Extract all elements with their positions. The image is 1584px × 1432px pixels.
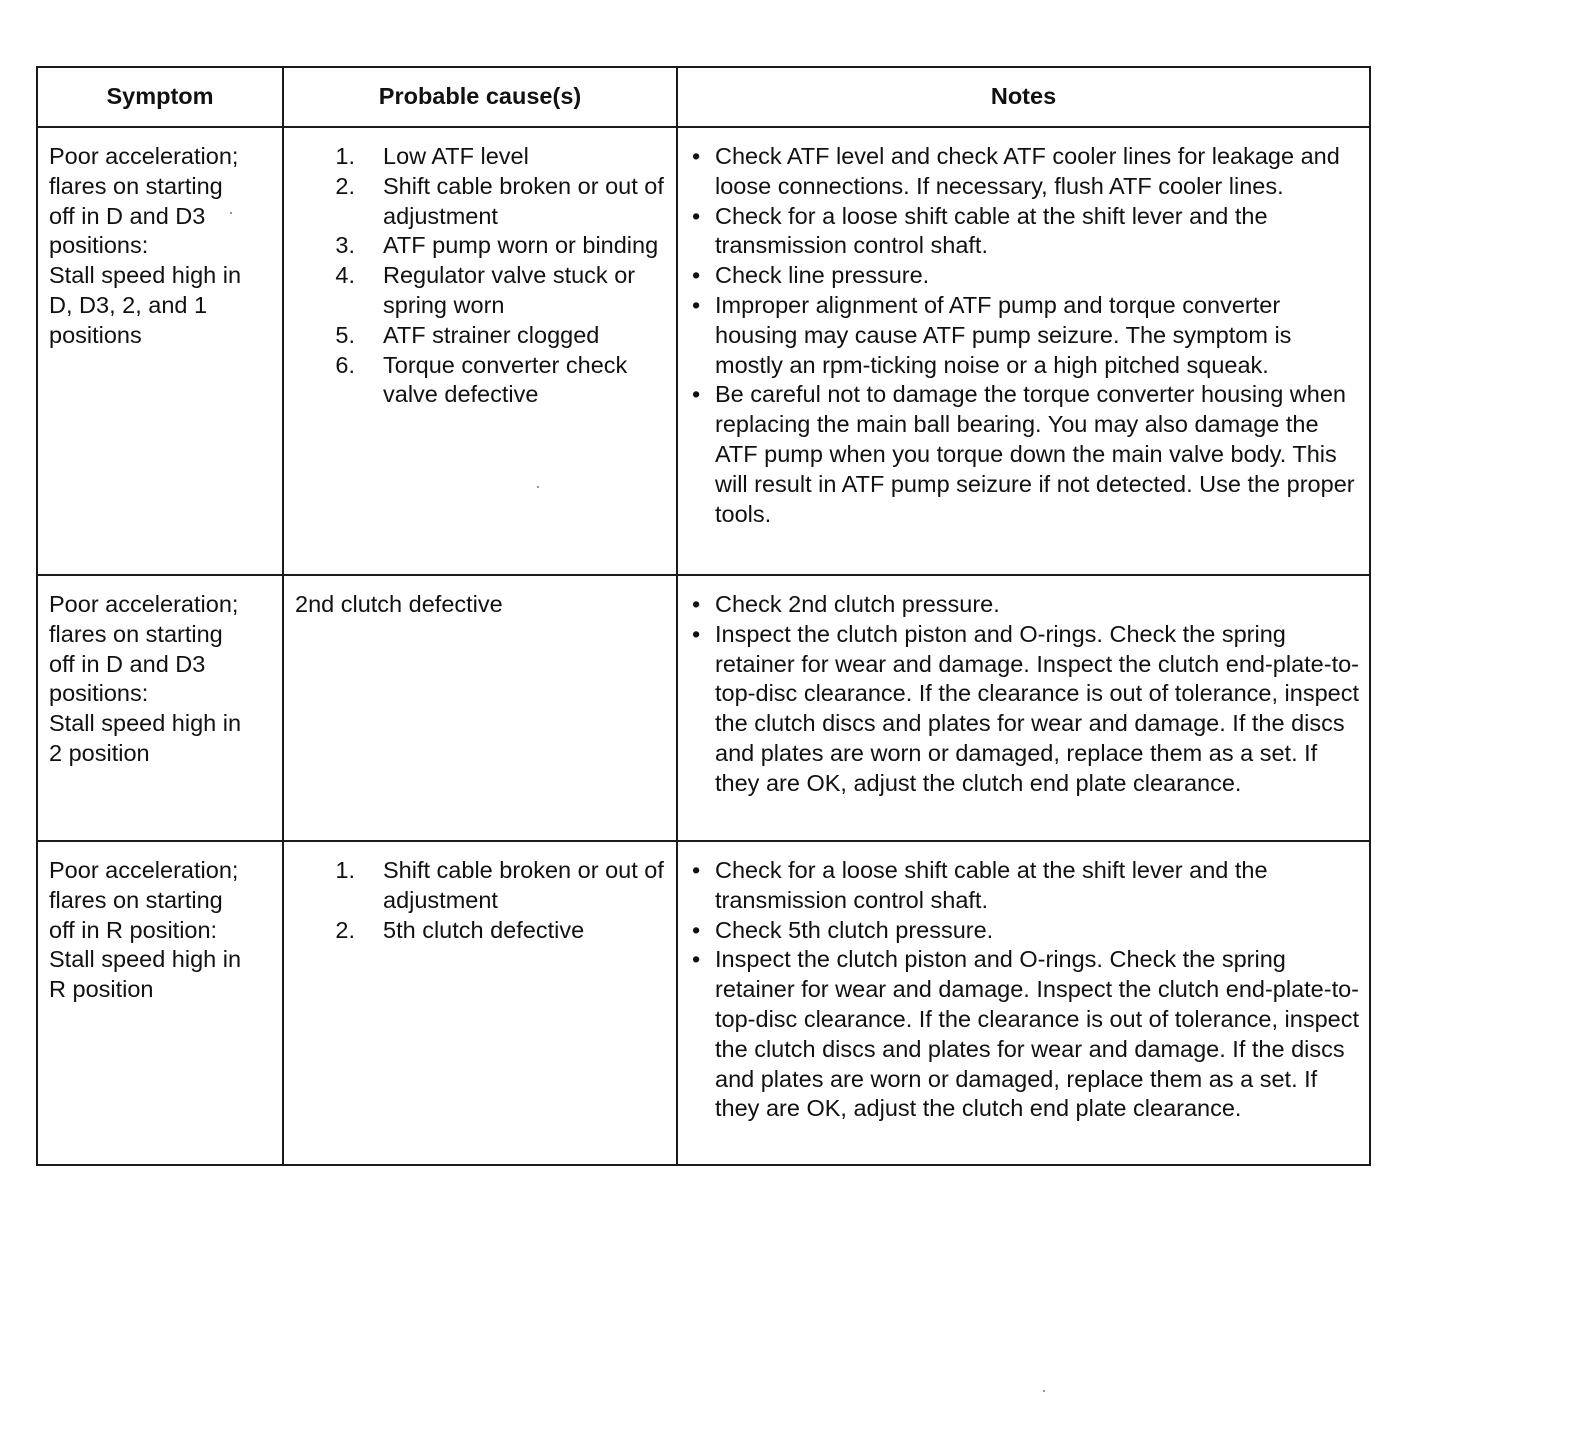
note-item [689, 620, 1359, 799]
symptom-line: flares on starting [49, 620, 223, 647]
note-item [689, 291, 1359, 380]
bullet-icon: • [692, 857, 701, 883]
notes-cell [677, 127, 1370, 575]
cause-item [325, 261, 666, 321]
symptom-line: D, D3, 2, and 1 [49, 291, 208, 318]
cause-item [325, 231, 666, 261]
cause-text: Shift cable broken or out of adjustment [383, 172, 664, 229]
troubleshooting-table [36, 66, 1371, 1166]
cause-text: Regulator valve stuck or spring worn [383, 262, 636, 318]
cause-item [325, 142, 666, 172]
symptom-line: R position [49, 976, 154, 1003]
note-item [689, 261, 1359, 291]
causes-cell [283, 575, 677, 841]
cause-number: 2. [335, 172, 355, 199]
cause-text: ATF pump worn or binding [383, 232, 659, 259]
symptom-line: positions: [49, 680, 149, 707]
symptom-line: off in D and D3 [49, 202, 206, 229]
cause-text: 5th clutch defective [383, 916, 585, 943]
cause-number: 4. [335, 262, 355, 289]
cause-number: 2. [335, 916, 355, 943]
header-row [37, 67, 1370, 127]
symptom-line: positions: [49, 232, 149, 259]
note-item [689, 590, 1359, 620]
note-item [689, 380, 1359, 529]
note-text: Check line pressure. [715, 262, 930, 289]
cause-text: Low ATF level [383, 143, 529, 169]
cause-item [325, 321, 666, 351]
symptom-line: Poor acceleration; [49, 591, 239, 617]
notes-list [689, 142, 1359, 529]
note-text: Inspect the clutch piston and O-rings. Check the spring retainer for wear and damage. Inspect the clutch end-plate-to-top-disc clearance. If the clearance is out of tolerance, inspect the clutch discs and plates for wear and damage. If the discs and plates are worn or damaged, replace them as a set. If they are OK, adjust the clutch end plate clearance. [715, 620, 1360, 796]
note-text: Be careful not to damage the torque converter housing when replacing the main ball bearing. You may also damage the ATF pump when you torque down the main valve body. This will result in ATF pump seizure if not detected. Use the proper tools. [715, 381, 1355, 527]
scan-speck [1043, 1390, 1045, 1392]
bullet-icon: • [692, 591, 701, 617]
note-item [689, 916, 1359, 946]
notes-cell [677, 575, 1370, 841]
symptom-line: Stall speed high in [49, 946, 242, 973]
cause-number: 5. [335, 321, 355, 348]
bullet-icon: • [692, 202, 701, 229]
symptom-line: Stall speed high in [49, 262, 242, 289]
note-text: Check 5th clutch pressure. [715, 916, 994, 943]
symptom-line: Stall speed high in [49, 710, 242, 737]
note-text: Inspect the clutch piston and O-rings. Check the spring retainer for wear and damage. Inspect the clutch end-plate-to-top-disc clearance. If the clearance is out of tolerance, inspect the clutch discs and plates for wear and damage. If the discs and plates are worn or damaged, replace them as a set. If they are OK, adjust the clutch end plate clearance. [715, 946, 1360, 1122]
symptom-line: off in R position: [49, 916, 218, 943]
bullet-icon: • [692, 143, 701, 169]
header-symptom: Symptom [37, 67, 283, 127]
symptom-cell [37, 127, 283, 575]
cause-item [325, 856, 666, 916]
symptom-line: Poor acceleration; [49, 857, 239, 883]
cause-number: 1. [335, 857, 355, 883]
notes-cell [677, 841, 1370, 1165]
table-row [37, 127, 1370, 575]
table-row [37, 575, 1370, 841]
symptom-line: Poor acceleration; [49, 143, 239, 169]
bullet-icon: • [692, 946, 701, 973]
cause-text: Torque converter check valve defective [383, 351, 628, 408]
notes-list [689, 590, 1359, 799]
header-probable-causes: Probable cause(s) [283, 67, 677, 127]
cause-number: 3. [335, 232, 355, 259]
header-notes: Notes [677, 67, 1370, 127]
causes-cell [283, 841, 677, 1165]
cause-text: ATF strainer clogged [383, 321, 600, 348]
scan-speck [230, 212, 232, 214]
symptom-cell [37, 841, 283, 1165]
table-row [37, 841, 1370, 1165]
note-text: Check ATF level and check ATF cooler lines for leakage and loose connections. If necessary, flush ATF cooler lines. [715, 143, 1340, 199]
symptom-line: 2 position [49, 739, 150, 766]
scan-speck [537, 486, 539, 488]
symptom-line: positions [49, 321, 142, 348]
note-item [689, 856, 1359, 916]
cause-item [325, 916, 666, 946]
symptom-cell [37, 575, 283, 841]
note-item [689, 945, 1359, 1124]
cause-number: 1. [335, 143, 355, 169]
cause-number: 6. [335, 351, 355, 378]
note-item [689, 142, 1359, 202]
note-text: Check for a loose shift cable at the shift lever and the transmission control shaft. [715, 857, 1268, 913]
symptom-line: flares on starting [49, 172, 223, 199]
note-text: Check 2nd clutch pressure. [715, 591, 1000, 617]
note-item [689, 202, 1359, 262]
cause-list [295, 142, 666, 410]
bullet-icon: • [692, 381, 701, 408]
cause-list [295, 856, 666, 945]
symptom-line: off in D and D3 [49, 650, 206, 677]
cause-item [325, 172, 666, 232]
causes-cell [283, 127, 677, 575]
note-text: Check for a loose shift cable at the shift lever and the transmission control shaft. [715, 202, 1268, 259]
notes-list [689, 856, 1359, 1124]
bullet-icon: • [692, 620, 701, 647]
cause-text: 2nd clutch defective [295, 591, 503, 617]
cause-item [325, 351, 666, 411]
bullet-icon: • [692, 262, 701, 289]
note-text: Improper alignment of ATF pump and torque converter housing may cause ATF pump seizure. The symptom is mostly an rpm-ticking noise or a high pitched squeak. [715, 291, 1292, 378]
bullet-icon: • [692, 291, 701, 318]
cause-text: Shift cable broken or out of adjustment [383, 857, 664, 913]
bullet-icon: • [692, 916, 701, 943]
symptom-line: flares on starting [49, 886, 223, 913]
